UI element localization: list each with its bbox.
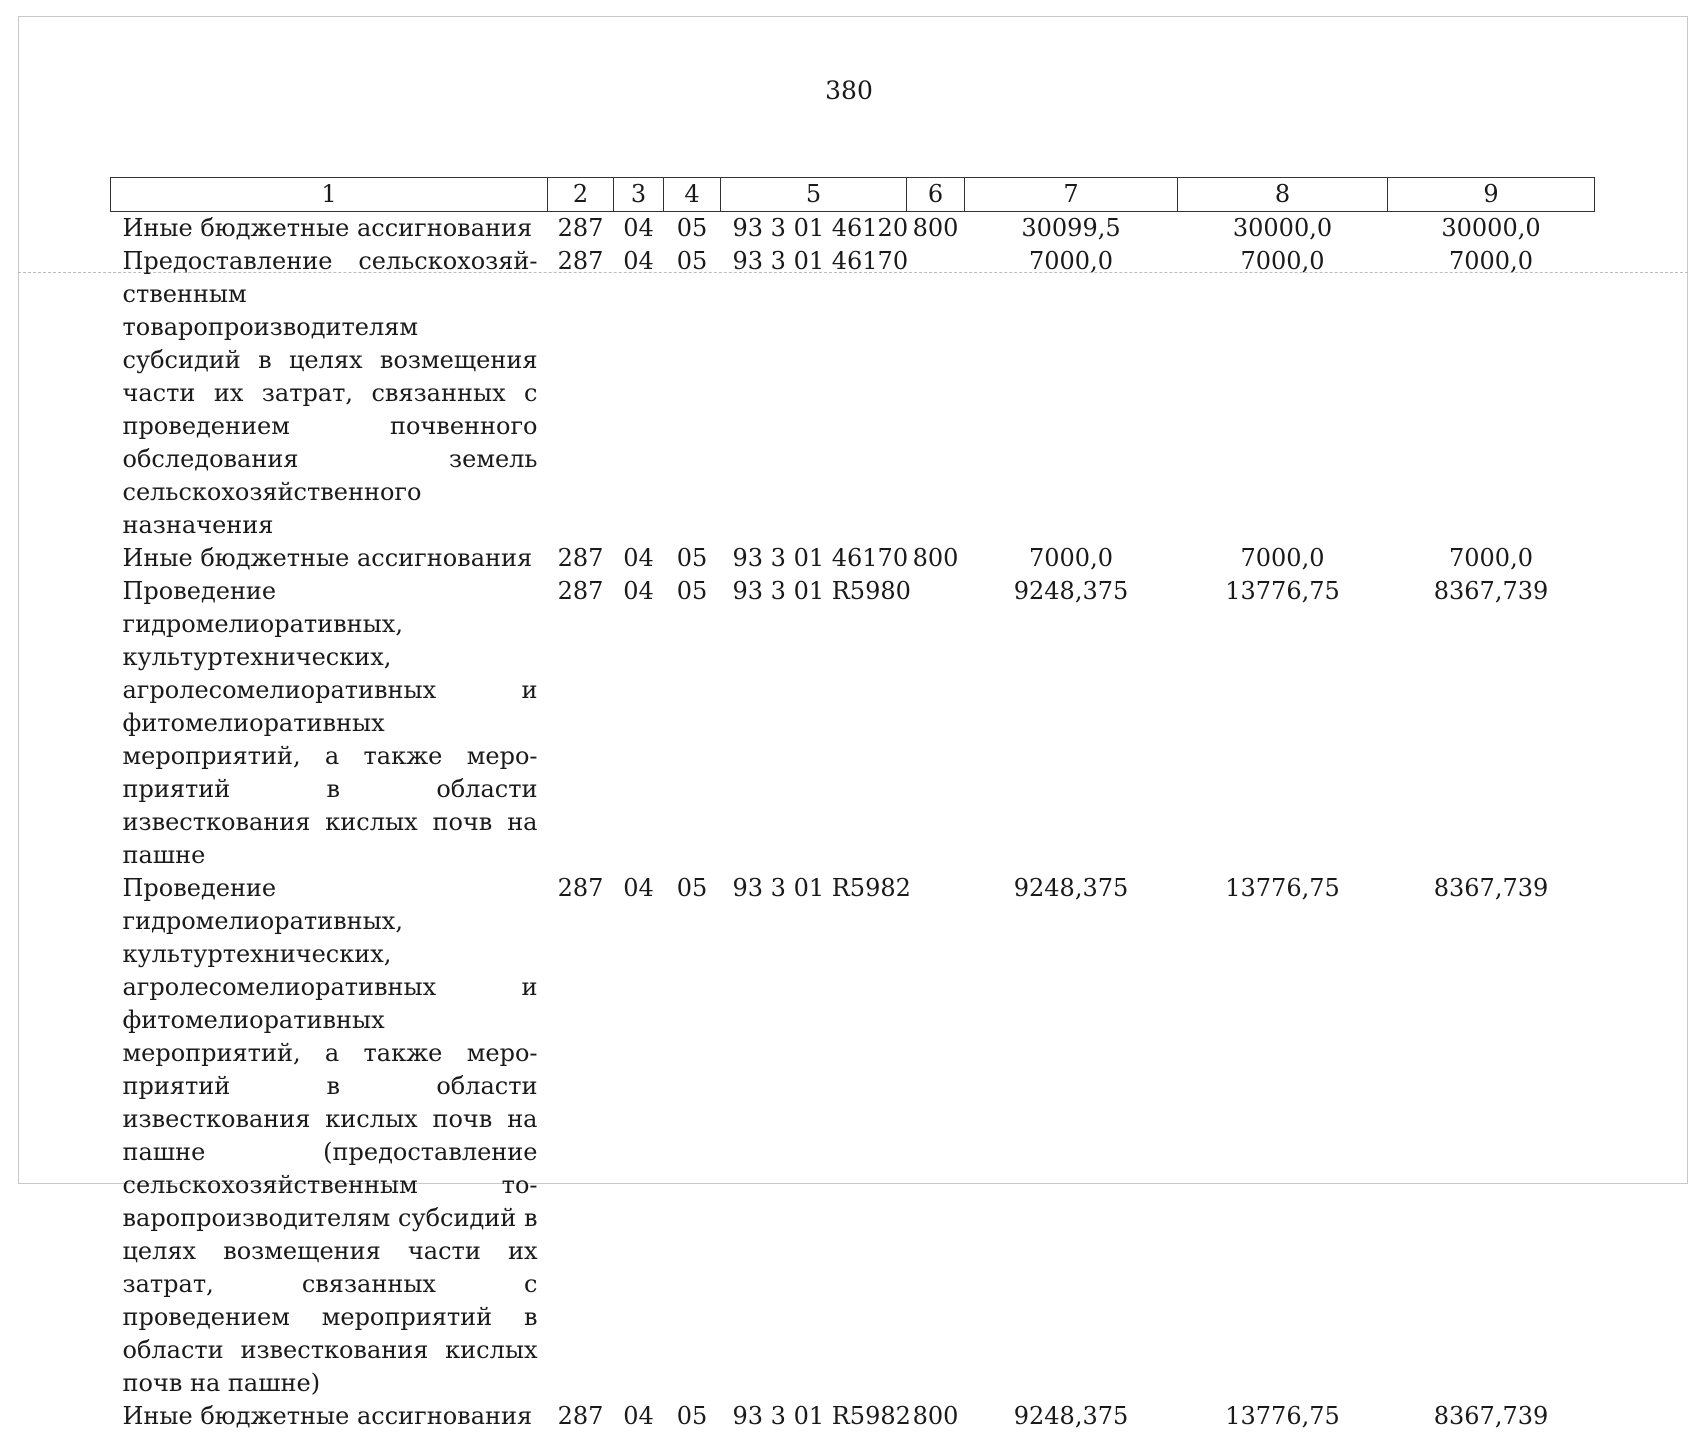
row-name: Предоставление сельскохозяйственным товаропроизводителям субсидий в целях возмещения части их затрат, связанных с проведением почвенного обследования земель сельскохозяйственного назначения [122, 247, 538, 539]
row-amount-8: 13776,75 [1225, 874, 1340, 902]
column-header-2: 2 [548, 178, 614, 212]
table-header-row [111, 178, 1595, 212]
row-target-code: 93 3 01 46170 [732, 247, 909, 275]
row-subsection-code: 05 [676, 1402, 708, 1430]
row-amount-8: 7000,0 [1240, 544, 1325, 572]
column-header-8: 8 [1178, 178, 1388, 212]
row-amount-7: 7000,0 [1029, 247, 1113, 275]
row-subsection-code: 05 [676, 577, 708, 605]
row-target-code: 93 3 01 R5982 [732, 1402, 911, 1430]
row-amount-7: 7000,0 [1029, 544, 1113, 572]
row-name: Иные бюджетные ассигнования [122, 544, 533, 572]
row-amount-8: 13776,75 [1225, 1402, 1340, 1430]
column-header-7: 7 [965, 178, 1178, 212]
row-ministry-code: 287 [557, 214, 604, 242]
row-expense-type [907, 245, 965, 542]
row-expense-type [907, 872, 965, 1400]
budget-table [110, 177, 1595, 1433]
table-row [111, 1400, 1595, 1433]
column-header-4: 4 [664, 178, 721, 212]
row-target-code: 93 3 01 46170 [732, 544, 909, 572]
row-amount-7: 30099,5 [1021, 214, 1121, 242]
row-section-code: 04 [623, 874, 654, 902]
row-amount-9: 7000,0 [1449, 544, 1533, 572]
row-expense-type [907, 575, 965, 872]
row-amount-7: 9248,375 [1013, 577, 1129, 605]
row-ministry-code: 287 [557, 1402, 604, 1430]
row-subsection-code: 05 [676, 544, 708, 572]
row-ministry-code: 287 [557, 577, 604, 605]
table-row [111, 872, 1595, 1400]
row-subsection-code: 05 [676, 214, 708, 242]
row-section-code: 04 [623, 214, 654, 242]
row-amount-8: 30000,0 [1232, 214, 1333, 242]
row-amount-8: 7000,0 [1240, 247, 1325, 275]
row-amount-8: 13776,75 [1225, 577, 1340, 605]
column-header-6: 6 [907, 178, 965, 212]
row-section-code: 04 [623, 577, 654, 605]
row-expense-type: 800 [912, 544, 959, 572]
row-section-code: 04 [623, 1402, 654, 1430]
row-name: Иные бюджетные ассигнования [122, 1402, 533, 1430]
row-target-code: 93 3 01 46120 [732, 214, 909, 242]
row-section-code: 04 [623, 544, 654, 572]
table-row [111, 212, 1595, 246]
column-header-5: 5 [721, 178, 907, 212]
column-header-3: 3 [614, 178, 664, 212]
row-target-code: 93 3 01 R5980 [732, 577, 911, 605]
row-subsection-code: 05 [676, 874, 708, 902]
row-section-code: 04 [623, 247, 654, 275]
row-name: Проведение гидромелиоративных, культуртехнических, агролесомелиоративных и фитомелиоративных мероприятий, а также мероприятий в области известкования кислых почв на пашне (предоставление сельскохозяйственным товаропроизводителям субсидий в целях возмещения части их затрат, связанных с проведением мероприятий в области известкования кислых почв на пашне) [122, 874, 538, 1397]
row-amount-7: 9248,375 [1013, 874, 1129, 902]
row-amount-9: 8367,739 [1433, 577, 1549, 605]
row-ministry-code: 287 [557, 544, 604, 572]
row-amount-9: 8367,739 [1433, 874, 1549, 902]
row-name: Иные бюджетные ассигнования [122, 214, 533, 242]
row-target-code: 93 3 01 R5982 [732, 874, 911, 902]
row-amount-9: 7000,0 [1449, 247, 1533, 275]
row-expense-type: 800 [912, 214, 959, 242]
row-amount-7: 9248,375 [1013, 1402, 1129, 1430]
row-name: Проведение гидромелиоративных, культуртехнических, агролесомелиоративных и фитомелиоративных мероприятий, а также мероприятий в области известкования кислых почв на пашне [122, 577, 538, 869]
row-expense-type: 800 [912, 1402, 959, 1430]
table-row [111, 575, 1595, 872]
row-amount-9: 30000,0 [1441, 214, 1541, 242]
column-header-9: 9 [1388, 178, 1595, 212]
row-subsection-code: 05 [676, 247, 708, 275]
row-ministry-code: 287 [557, 874, 604, 902]
table-row [111, 542, 1595, 575]
row-amount-9: 8367,739 [1433, 1402, 1549, 1430]
page-number: 380 [825, 76, 873, 105]
column-header-1: 1 [111, 178, 548, 212]
row-ministry-code: 287 [557, 247, 604, 275]
table-row [111, 245, 1595, 542]
budget-table-container [110, 177, 1595, 1433]
